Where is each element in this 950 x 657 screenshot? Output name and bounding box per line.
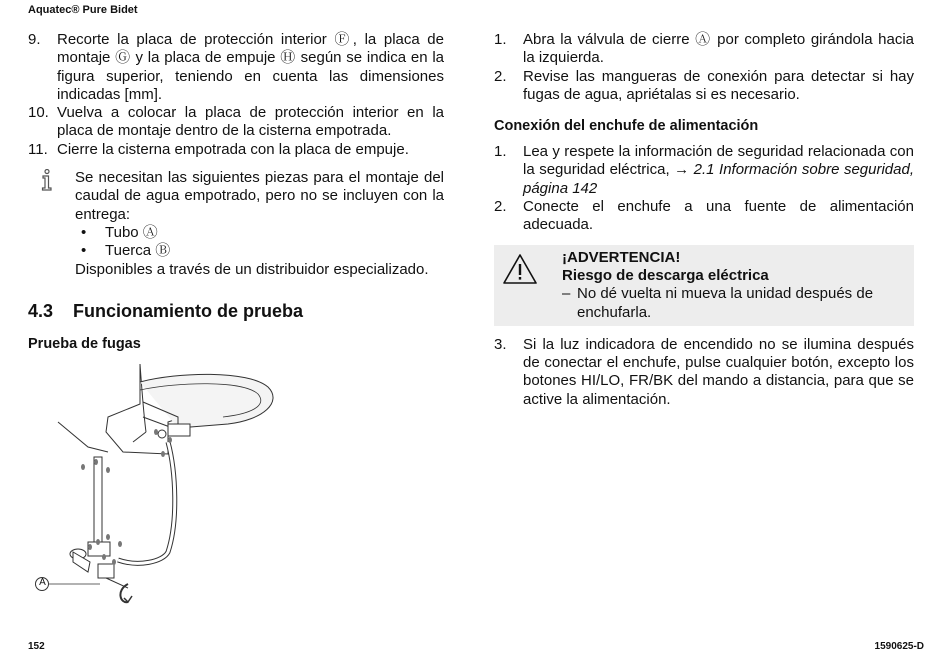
step-10 [28, 104, 444, 141]
step-number: 10. [28, 104, 49, 122]
subheading-power-plug: Conexión del enchufe de alimentación [494, 118, 759, 135]
info-icon [28, 169, 75, 279]
section-title: Funcionamiento de prueba [73, 300, 304, 321]
step-1-open-valve [494, 31, 914, 68]
warning-triangle-icon [502, 249, 562, 322]
step-1-safety [494, 143, 914, 198]
left-column [28, 31, 444, 352]
page-number: 152 [28, 641, 45, 652]
info-intro: Se necesitan las siguientes piezas para el montaje del caudal de agua empotrado, pero no se incluyen con la entrega: [75, 169, 444, 223]
step-number: 1. [494, 31, 507, 48]
cross-reference-link[interactable]: 2.1 Información sobre seguridad, página 142 [523, 161, 915, 197]
section-heading [28, 301, 444, 322]
step-number: 3. [494, 335, 507, 353]
dash: – [562, 285, 571, 303]
step-9 [28, 31, 444, 104]
warning-body [562, 249, 908, 322]
step-number: 11. [28, 140, 48, 158]
info-body [75, 169, 444, 279]
step-text [523, 143, 914, 198]
warning-title: ¡ADVERTENCIA! [562, 248, 681, 266]
step-number: 2. [494, 198, 507, 216]
step-2-connect-plug [494, 198, 914, 235]
section-number: 4.3 [28, 300, 54, 321]
right-column [494, 31, 914, 409]
bullet-text: Tubo Ⓐ [105, 223, 158, 241]
step-number: 1. [494, 143, 507, 161]
figure-label-a: A [39, 577, 46, 588]
info-outro: Disponibles a través de un distribuidor especializado. [75, 260, 429, 278]
document-header: Aquatec® Pure Bidet [28, 4, 138, 16]
warning-subtitle: Riesgo de descarga eléctrica [562, 266, 769, 284]
step-2-check-hoses [494, 68, 914, 105]
step-text: Vuelva a colocar la placa de protección interior en la placa de montaje dentro de la cisterna empotrada. [57, 104, 444, 140]
step-text: Conecte el enchufe a una fuente de alimentación adecuada. [523, 198, 914, 234]
step-number: 9. [28, 31, 41, 48]
document-code: 1590625-D [874, 641, 924, 652]
bullet-text: Tuerca Ⓑ [105, 242, 171, 260]
warning-item-text: No dé vuelta ni mueva la unidad después de enchufarla. [577, 285, 874, 321]
step-text-pre: Lea y respete la información de seguridad relacionada con la seguridad eléctrica, → [523, 143, 914, 179]
step-text: Recorte la placa de protección interior Ⓕ, la placa de montaje Ⓖ y la placa de empuje Ⓗ según se indica en la figura superior, teniendo en cuenta las dimensiones indicadas [mm]. [57, 31, 444, 103]
warning-item [562, 285, 908, 322]
step-3-indicator-light [494, 336, 914, 409]
step-text: Si la luz indicadora de encendido no se ilumina después de conectar el enchufe, pulse cualquier botón, excepto los botones HI/LO, FR/BK del mando a distancia, para que se active la alimentación. [523, 335, 914, 408]
subheading-leak-test: Prueba de fugas [28, 335, 141, 352]
warning-box [494, 245, 914, 326]
list-item [75, 242, 444, 260]
step-11 [28, 141, 444, 159]
list-item [75, 224, 444, 242]
bullet-dot: • [81, 223, 87, 241]
step-text: Revise las mangueras de conexión para detectar si hay fugas de agua, apriétalas si es necesario. [523, 67, 914, 103]
valve-illustration [28, 362, 318, 612]
step-text: Cierre la cisterna empotrada con la placa de empuje. [57, 140, 409, 158]
bullet-dot: • [81, 242, 87, 260]
step-text: Abra la válvula de cierre Ⓐ por completo girándola hacia la izquierda. [523, 31, 914, 67]
step-number: 2. [494, 67, 507, 85]
info-note [28, 169, 444, 279]
